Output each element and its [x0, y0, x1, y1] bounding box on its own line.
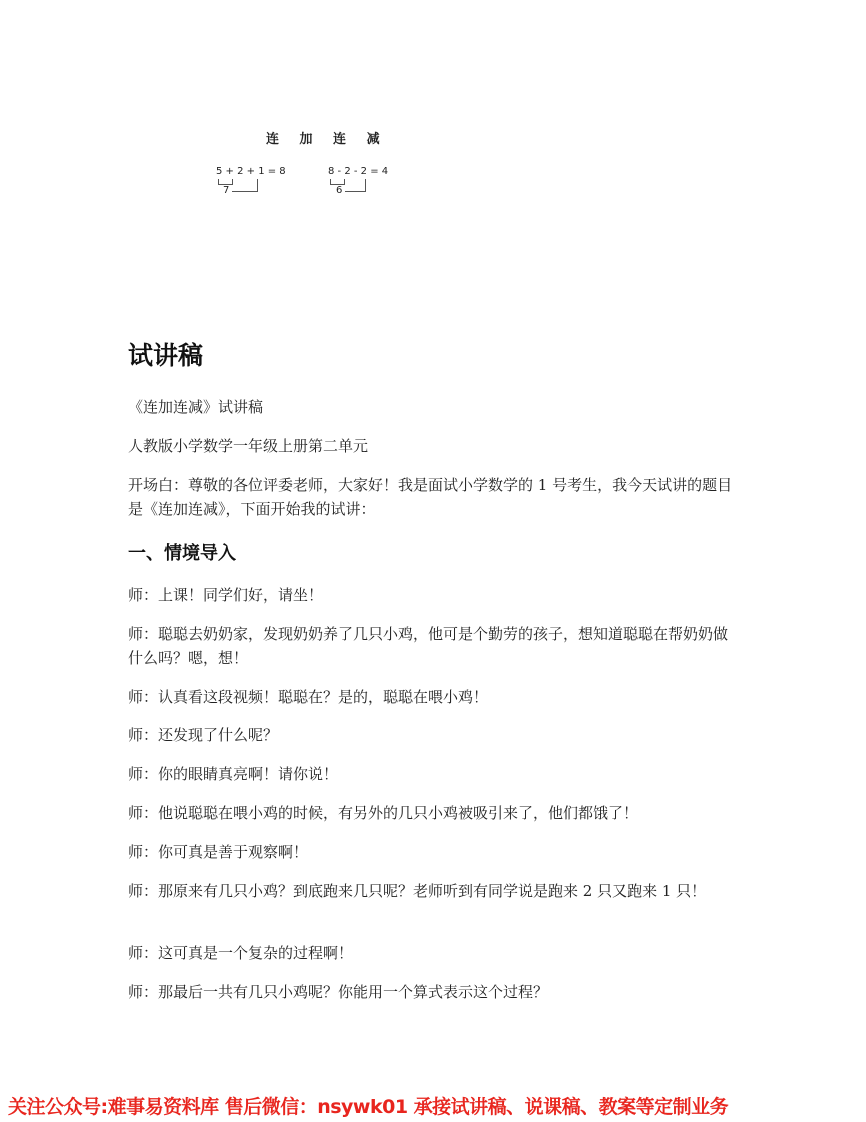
paragraph: 师：认真看这段视频！聪聪在？是的，聪聪在喂小鸡！: [128, 688, 489, 706]
equation-subtraction: 8 - 2 - 2 = 4: [328, 166, 389, 177]
paragraph: 师：这可真是一个复杂的过程啊！: [128, 944, 354, 962]
paragraph: 师：还发现了什么呢？: [128, 726, 279, 744]
paragraph: 师：那原来有几只小鸡？到底跑来几只呢？老师听到有同学说是跑来 2 只又跑来 1 只！: [128, 882, 707, 900]
bracket-addition-second: [232, 179, 258, 192]
footer-watermark: 关注公众号:难事易资料库 售后微信：nsywk01 承接试讲稿、说课稿、教案等定制业务: [8, 1096, 729, 1118]
section-heading: 一、情境导入: [128, 543, 236, 564]
partial-sum: 7: [223, 185, 230, 196]
paragraph: 师：聪聪去奶奶家，发现奶奶养了几只小鸡，他可是个勤劳的孩子，想知道聪聪在帮奶奶做什么吗？嗯，想！: [128, 625, 729, 667]
opening-paragraph: 开场白：尊敬的各位评委老师，大家好！我是面试小学数学的 1 号考生，我今天试讲的题目是《连加连减》，下面开始我的试讲：: [128, 476, 733, 518]
paragraph: 师：你可真是善于观察啊！: [128, 843, 309, 861]
diagram-title: 连 加 连 减: [266, 132, 388, 147]
subtitle: 《连加连减》试讲稿: [128, 398, 264, 416]
equation-addition: 5 + 2 + 1 = 8: [216, 166, 286, 177]
paragraph: 师：上课！同学们好，请坐！: [128, 586, 324, 604]
partial-difference: 6: [336, 185, 343, 196]
paragraph: 师：那最后一共有几只小鸡呢？你能用一个算式表示这个过程？: [128, 983, 549, 1001]
page-title: 试讲稿: [128, 341, 204, 370]
bracket-subtraction-second: [345, 179, 366, 192]
paragraph: 师：他说聪聪在喂小鸡的时候，有另外的几只小鸡被吸引来了，他们都饿了！: [128, 804, 639, 822]
edition-line: 人教版小学数学一年级上册第二单元: [128, 437, 369, 455]
paragraph: 师：你的眼睛真亮啊！请你说！: [128, 765, 339, 783]
